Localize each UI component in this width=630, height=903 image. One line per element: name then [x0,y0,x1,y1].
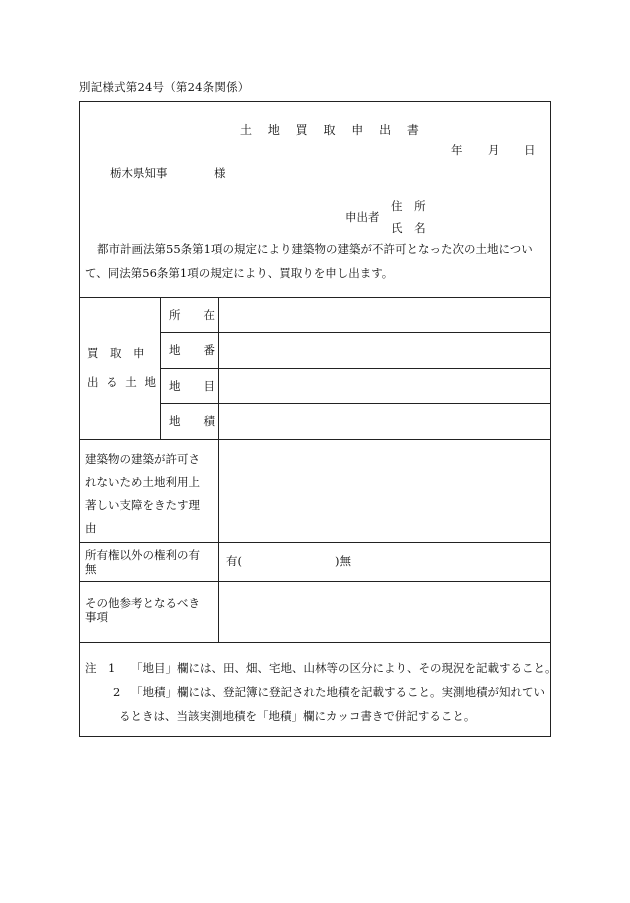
land-row-location-value[interactable] [226,310,544,324]
honorific: 様 [214,166,226,180]
note-2: 「地積」欄には、登記簿に登記された地積を記載すること。実測地積が知れてい [131,685,545,699]
divider-land-end [80,439,550,440]
form-number-label: 別記様式第24号（第24条関係） [79,80,250,94]
land-row-number-label: 地 番 [169,343,215,357]
note-3: るときは、当該実測地積を「地積」欄にカッコ書きで併記すること。 [119,709,476,723]
divider-land-label-col [160,297,161,439]
land-row-category-label: 地 目 [169,379,215,393]
rights-label-line-1: 所有権以外の権利の有 [85,548,200,562]
reason-label-line-3: 著しい支障をきたす理 [85,498,200,512]
land-section-label-line-2: 出 る 土 地 [87,375,158,389]
date-month-label: 月 [488,143,500,157]
reason-label-line-4: 由 [85,521,97,535]
divider-rights-end [80,581,550,582]
divider-reason-end [80,542,550,543]
note-1: 「地目」欄には、田、畑、宅地、山林等の区分により、その現況を記載すること。 [131,661,557,675]
reason-label-line-2: れないため土地利用上 [85,475,200,489]
rights-value-prefix[interactable]: 有( [226,554,242,568]
date-day-label: 日 [524,143,536,157]
address-label: 住 所 [391,199,430,213]
reason-label-line-1: 建築物の建築が許可さ [85,452,200,466]
form-title: 土 地 買 取 申 出 書 [240,123,425,137]
land-row-number-value[interactable] [226,345,544,359]
land-row-area-value[interactable] [226,416,544,430]
land-section-label-line-1: 買 取 申 [87,346,145,360]
note-2-prefix: 2 [113,685,121,699]
reason-value[interactable] [226,454,544,534]
divider-other-end [80,642,550,643]
statement-line-1: 都市計画法第55条第1項の規定により建築物の建築が不許可となった次の土地につい [97,242,533,256]
land-row-category-value[interactable] [226,381,544,395]
divider-header [80,297,550,298]
land-row-area-label: 地 積 [169,414,215,428]
other-label-line-1: その他参考となるべき [85,596,200,610]
date-year-label: 年 [451,143,463,157]
rights-label-line-2: 無 [85,562,97,576]
other-label-line-2: 事項 [85,610,108,624]
note-1-prefix: 注 1 [85,661,116,675]
addressee: 栃木県知事 [110,166,168,180]
land-row-location-label: 所 在 [169,308,215,322]
rights-value-suffix[interactable]: )無 [335,554,351,568]
statement-line-2: て、同法第56条第1項の規定により、買取りを申し出ます。 [85,266,394,280]
form-table [79,101,557,737]
applicant-label: 申出者 [345,210,380,224]
name-label: 氏 名 [391,221,430,235]
other-value[interactable] [226,598,544,634]
divider-label-col [218,297,219,642]
